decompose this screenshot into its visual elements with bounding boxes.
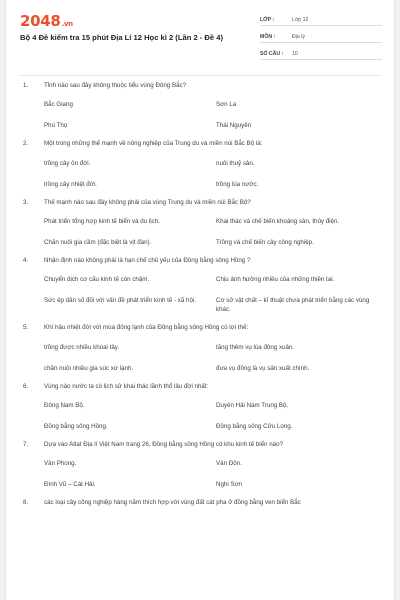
question (6, 383, 394, 432)
question-number: 7. (23, 440, 29, 448)
answer-option[interactable]: Duyên Hải Nam Trung Bộ. (216, 401, 289, 409)
question-text: Khí hậu nhiệt đới với mùa đông lạnh của Đồng bằng sông Hồng có lợi thế: (44, 324, 249, 332)
answer-option[interactable]: Thái Nguyên (216, 122, 252, 130)
answer-option[interactable]: chăn nuôi nhiều gia súc xứ lạnh. (44, 364, 134, 372)
meta-value: 10 (292, 51, 298, 57)
answer-option[interactable]: trồng được nhiều khoai tây. (44, 343, 120, 351)
question-number: 8. (23, 499, 29, 507)
question (6, 82, 394, 131)
answer-option[interactable]: Vân Phong. (44, 460, 77, 468)
answer-option[interactable]: Sức ép dân số đối với vấn đề phát triển kinh tế - xã hội. (44, 297, 196, 305)
question-text: các loại cây công nghiệp hàng năm thích hợp với vùng đất cát pha ở đồng bằng ven biển Bắc (44, 499, 301, 507)
answer-options (6, 218, 394, 248)
answer-option[interactable]: Chịu ảnh hưởng nhiều của những thiên tai. (216, 276, 335, 284)
answer-option[interactable]: Nghi Sơn (216, 481, 243, 489)
question-number: 1. (23, 82, 29, 89)
answer-option[interactable]: Chuyển dịch cơ cấu kinh tế còn chậm. (44, 276, 150, 284)
meta-count-row (260, 47, 382, 60)
answer-option[interactable]: Đồng bằng sông Hồng. (44, 422, 108, 430)
answer-option[interactable]: đưa vụ đông là vụ sản xuất chính. (216, 364, 310, 372)
answer-option[interactable]: nuôi thuỷ sản. (216, 159, 255, 167)
question-text: Dựa vào Atlat Địa lí Việt Nam trang 26, Đồng bằng sông Hồng có khu kinh tế biển nào? (44, 440, 283, 448)
exam-title: Bộ 4 Đề kiểm tra 15 phút Địa Lí 12 Học kì 2 (Lần 2 - Đề 4) (20, 33, 223, 42)
logo-text: 2048 (20, 12, 61, 30)
question (6, 441, 394, 490)
answer-option[interactable]: trồng cây nhiệt đới. (44, 180, 97, 188)
answer-option[interactable]: trồng lúa nước. (216, 180, 259, 188)
answer-option[interactable]: Phú Thọ (44, 122, 68, 130)
question-text: Một trong những thế mạnh về nông nghiệp của Trung du và miền núi Bắc Bộ là: (44, 140, 263, 148)
question-text: Thế mạnh nào sau đây không phải của vùng Trung du và miền núi Bắc Bộ? (44, 198, 251, 206)
site-logo[interactable] (20, 12, 73, 30)
answer-option[interactable]: Trồng và chế biến cây công nghiệp. (216, 239, 314, 246)
question-number: 2. (23, 140, 29, 148)
question-text: Tỉnh nào sau đây không thuộc tiểu vùng Đông Bắc? (44, 82, 187, 89)
question (6, 324, 394, 373)
question-text: Nhận định nào không phải là hạn chế chủ yếu của Đồng bằng sông Hồng ? (44, 256, 251, 264)
answer-option[interactable]: Chăn nuôi gia cầm (đặc biệt là vịt đàn). (44, 239, 152, 246)
question-number: 3. (23, 198, 29, 206)
question-list (6, 82, 394, 517)
meta-value: Lớp 12 (292, 17, 309, 23)
answer-option[interactable]: Đồng bằng sông Cửu Long. (216, 422, 293, 430)
logo-suffix: .vn (61, 20, 73, 28)
answer-option[interactable]: Phát triển tổng hợp kinh tế biển và du lịch. (44, 218, 160, 226)
question-stem (6, 441, 394, 449)
exam-meta (260, 13, 382, 64)
meta-label: SỐ CÂU : (260, 51, 284, 57)
question-stem (6, 257, 394, 265)
question-stem (6, 499, 394, 507)
answer-options (6, 160, 394, 190)
question (6, 199, 394, 248)
answer-options (6, 402, 394, 432)
question (6, 257, 394, 315)
meta-label: LỚP : (260, 17, 275, 23)
answer-option[interactable]: trồng cây ôn đới. (44, 159, 91, 167)
answer-option[interactable]: Cơ sở vật chất – kĩ thuật chưa phát triển bằng các vùng khác. (216, 297, 370, 314)
answer-option[interactable]: Khai thác và chế biến khoáng sản, thủy điện. (216, 218, 340, 226)
answer-options (6, 276, 394, 315)
question-number: 4. (23, 256, 29, 264)
question (6, 499, 394, 507)
question-number: 6. (23, 382, 29, 390)
answer-option[interactable]: Sơn La (216, 101, 237, 109)
meta-subject-row (260, 30, 382, 43)
answer-option[interactable]: Bắc Giang (44, 101, 73, 109)
exam-page (6, 0, 394, 600)
answer-options (6, 460, 394, 490)
meta-label: MÔN : (260, 34, 276, 40)
question (6, 140, 394, 189)
header-divider (20, 75, 380, 76)
answer-options (6, 101, 394, 131)
question-stem (6, 199, 394, 207)
answer-option[interactable]: Đông Nam Bộ. (44, 401, 85, 409)
question-stem (6, 140, 394, 148)
header (6, 0, 394, 68)
answer-option[interactable]: Đình Vũ – Cát Hải. (44, 481, 96, 489)
question-stem (6, 383, 394, 391)
question-number: 5. (23, 324, 29, 332)
question-stem (6, 324, 394, 332)
meta-value: Địa lý (292, 34, 305, 40)
question-stem (6, 82, 394, 90)
meta-class-row (260, 13, 382, 26)
answer-option[interactable]: Vân Đồn. (216, 460, 242, 468)
answer-option[interactable]: tăng thêm vụ lúa đông xuân. (216, 343, 295, 351)
question-text: Vùng nào nước ta có lịch sử khai thác lãnh thổ lâu đời nhất: (44, 382, 209, 390)
answer-options (6, 344, 394, 374)
